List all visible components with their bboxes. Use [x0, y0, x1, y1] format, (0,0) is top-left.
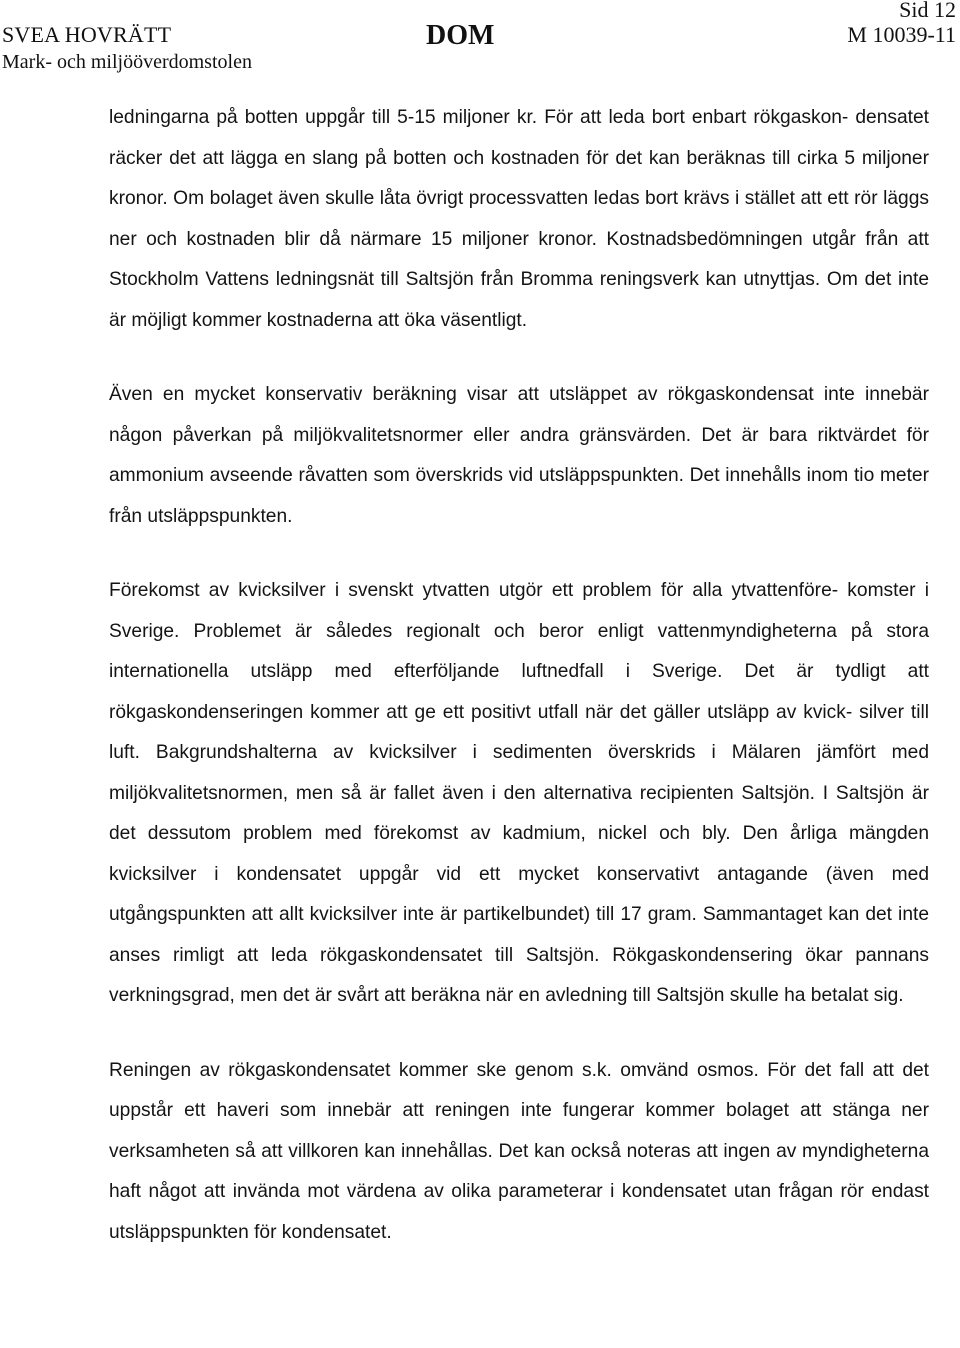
- case-number: M 10039-11: [847, 22, 956, 47]
- page-number: Sid 12: [899, 0, 956, 22]
- paragraph-emission-assessment: Även en mycket konservativ beräkning visar att utsläppet av rökgaskondensat inte innebär någon påverkan på miljökvalitetsnormer eller andra gränsvärden. Det är bara riktvärdet för ammonium avseende råvatten som överskrids vid utsläppspunkten. Det innehålls inom tio meter från utsläppspunkten.: [109, 384, 929, 527]
- court-division: Mark- och miljööverdomstolen: [2, 51, 252, 73]
- paragraph-cost-estimate: ledningarna på botten uppgår till 5-15 miljoner kr. För att leda bort enbart rökgaskon- densatet räcker det att lägga en slang på botten och kostnaden för det kan beräknas till cirka 5 miljoner kronor. Om bolaget även skulle låta övrigt processvatten ledas bort krävs i stället att ett rör läggs ner och kostnaden blir då närmare 15 miljoner kronor. Kostnadsbedömningen utgår från att Stockholm Vattens ledningsnät till Saltsjön från Bromma reningsverk kan utnyttjas. Om det inte är möjligt kommer kostnaderna att öka väsentligt.: [109, 107, 929, 331]
- court-name: SVEA HOVRÄTT: [2, 22, 172, 47]
- document-type: DOM: [426, 20, 495, 51]
- page-header: [0, 0, 960, 80]
- document-body: [109, 98, 929, 1253]
- paragraph-purification: Reningen av rökgaskondensatet kommer ske genom s.k. omvänd osmos. För det fall att det uppstår ett haveri som innebär att reningen inte fungerar kommer bolaget att stänga ner verksamheten så att villkoren kan innehållas. Det kan också noteras att ingen av myndigheterna haft något att invända mot värdena av olika parameterar i kondensatet utan frågan rör endast utsläppspunkten för kondensatet.: [109, 1059, 929, 1243]
- paragraph-mercury: Förekomst av kvicksilver i svenskt ytvatten utgör ett problem för alla ytvattenföre- komster i Sverige. Problemet är således regionalt och beror enligt vattenmyndigheterna på stora internationella utsläpp med efterföljande luftnedfall i Sverige. Det är tydligt att rökgaskondenseringen kommer att ge ett positivt utfall när det gäller utsläpp av kvick- silver till luft. Bakgrundshalterna av kvicksilver i sedimenten överskrids i Mälaren jämfört med miljökvalitetsnormen, men så är fallet även i den alternativa recipienten Saltsjön. I Saltsjön är det dessutom problem med förekomst av kadmium, nickel och bly. Den årliga mängden kvicksilver i kondensatet uppgår vid ett mycket konservativt antagande (även med utgångspunkten att allt kvicksilver inte är partikelbundet) till 17 gram. Sammantaget kan det inte anses rimligt att leda rökgaskondensatet till Saltsjön. Rökgaskondensering ökar pannans verkningsgrad, men det är svårt att beräkna när en avledning till Saltsjön skulle ha betalat sig.: [109, 580, 929, 1006]
